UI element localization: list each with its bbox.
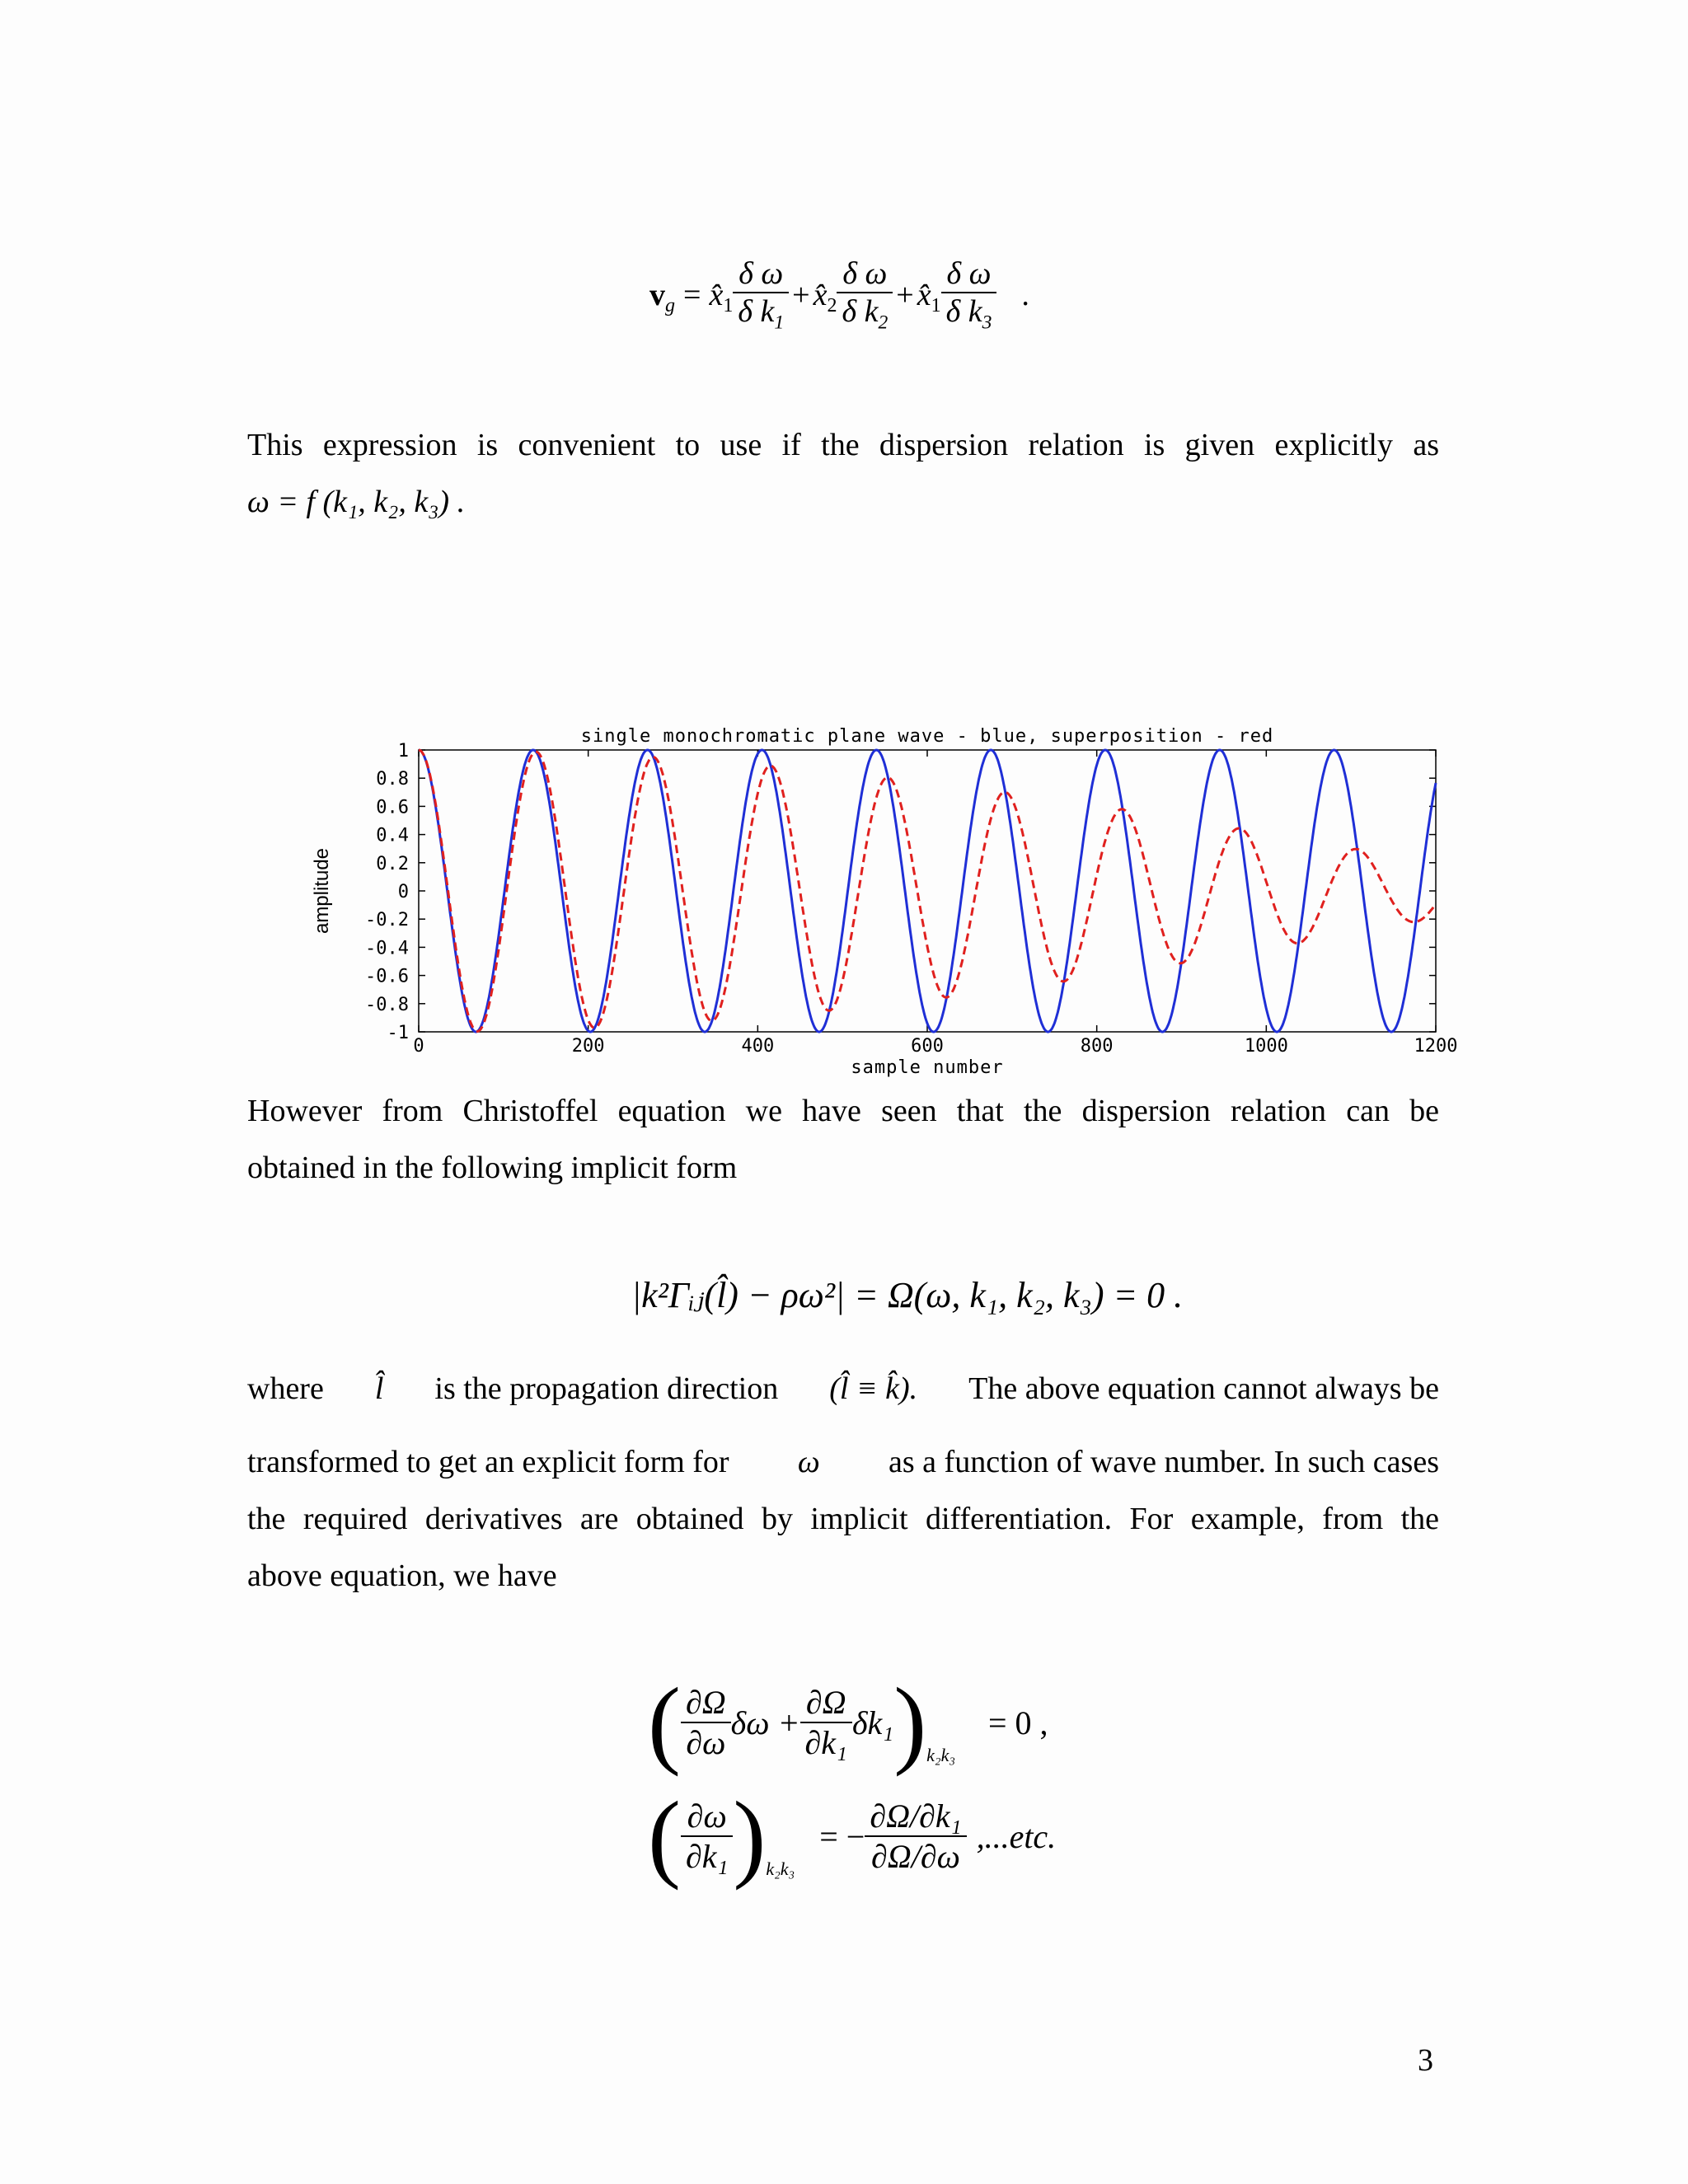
y-tick-label: -0.8 xyxy=(365,994,409,1015)
x-tick-label: 600 xyxy=(911,1036,944,1057)
x-tick-label: 1000 xyxy=(1244,1036,1288,1057)
y-tick-label: -0.4 xyxy=(365,938,409,959)
implicit-equation-2: ( $\frac{\partial\omega}{\text{∂k₁}}$ ) k₂k₃ = − $\frac{\text{∂Ω/∂k₁}}{\partial\Omega/\partial\omega}$ ,...etc. xyxy=(648,1781,1057,1891)
paragraph-implicit-line-3: the required derivatives are obtained by implicit differentiation. For example, from the xyxy=(247,1502,1439,1536)
paragraph-explicit xyxy=(247,417,1439,531)
fraction-1: $\frac{\text{δ ω}}{\delta k_1}$ xyxy=(733,255,789,335)
x-tick-label: 800 xyxy=(1080,1036,1114,1057)
fraction-3: $\frac{\text{δ ω}}{\delta k_3}$ xyxy=(941,255,997,335)
christoffel-equation: |k²Γᵢⱼ(l̂) − ρω²| = Ω(ω, k₁, k₂, k₃) = 0 . xyxy=(631,1275,1184,1315)
eq-equals: = xyxy=(683,277,701,312)
y-axis-label: amplitude xyxy=(311,847,333,935)
y-tick-label: 0.6 xyxy=(376,797,409,818)
chart-title: single monochromatic plane wave - blue, superposition - red xyxy=(580,726,1274,747)
y-tick-label: -0.2 xyxy=(365,910,409,931)
series-red-line xyxy=(419,750,1436,1032)
series-blue-line xyxy=(419,750,1436,1032)
y-tick-label: 0.8 xyxy=(376,769,409,790)
paragraph-christoffel-line-2: obtained in the following implicit form xyxy=(247,1151,738,1185)
unit-vector-1-sub: 1 xyxy=(723,295,734,317)
propagation-direction-symbol: l̂ xyxy=(374,1371,384,1406)
y-tick-label: -0.6 xyxy=(365,966,409,987)
y-tick-label: -1 xyxy=(387,1023,409,1043)
unit-vector-3: x̂ xyxy=(917,277,931,312)
paragraph-christoffel-line-1: However from Christoffel equation we have seen that the dispersion relation can be xyxy=(247,1094,1439,1128)
group-velocity-equation: v g = x̂ 1 $\frac{\text{δ ω}}{\delta k_1}$ + x̂ 2 $\frac{\text{δ ω}}{\delta k_2}$ + x̂ 1 $\frac{\text{δ ω}}{\delta k_3}$ . xyxy=(649,256,1029,334)
paragraph-christoffel xyxy=(247,1083,1439,1197)
page-number: 3 xyxy=(1418,2043,1433,2078)
x-tick-label: 0 xyxy=(413,1036,424,1057)
y-tick-label: 1 xyxy=(397,741,409,762)
eq-lhs-sub: g xyxy=(665,295,675,317)
x-tick-label: 1200 xyxy=(1414,1036,1458,1057)
paragraph-implicit-line-4: above equation, we have xyxy=(247,1558,557,1593)
x-axis-label: sample number xyxy=(851,1057,1004,1078)
explicit-dispersion-formula: ω = f (k₁, k₂, k₃) . xyxy=(247,485,466,519)
paragraph-explicit-line: This expression is convenient to use if the dispersion relation is given explicitly as xyxy=(247,428,1439,462)
plot-frame xyxy=(419,750,1436,1032)
x-tick-label: 200 xyxy=(571,1036,605,1057)
paragraph-implicit xyxy=(247,1358,1439,1605)
unit-vector-2: x̂ xyxy=(813,277,828,312)
y-tick-label: 0.2 xyxy=(376,853,409,874)
implicit-equation-1: ( $\frac{\partial\Omega}{\partial\omega}$ δω + $\frac{\partial\Omega}{\text{∂k₁}}$ δk₁ ) k₂k₃ = 0 , xyxy=(648,1667,1048,1777)
paragraph-implicit-line-2: transformed to get an explicit form for ω as a function of wave number. In such cases xyxy=(247,1445,1439,1479)
fraction-2: $\frac{\text{δ ω}}{\delta k_2}$ xyxy=(837,255,893,335)
unit-vector-1: x̂ xyxy=(709,277,724,312)
paragraph-implicit-line-1: where l̂ is the propagation direction (l̂ ≡ k̂). The above equation cannot always be xyxy=(247,1358,1439,1419)
eq-period: . xyxy=(1021,277,1029,312)
eq-lhs: v xyxy=(649,277,665,312)
y-tick-label: 0.4 xyxy=(376,825,409,846)
x-tick-label: 400 xyxy=(741,1036,775,1057)
y-tick-label: 0 xyxy=(397,882,409,902)
